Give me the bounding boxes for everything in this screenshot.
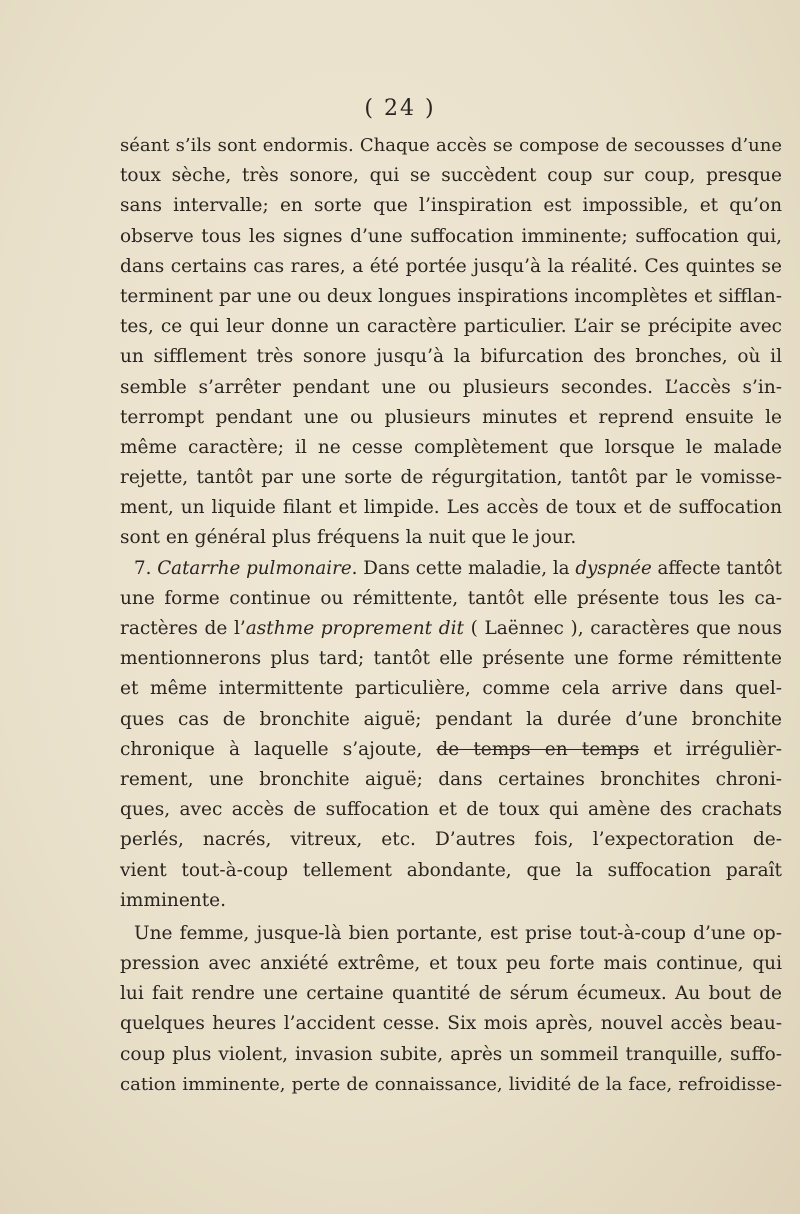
text-line: même caractère; il ne cesse complètement que lorsque le malade xyxy=(120,436,782,458)
text-line xyxy=(120,554,782,584)
text-line: terrompt pendant une ou plusieurs minutes et reprend ensuite le xyxy=(120,406,782,428)
text-run: chronique à laquelle s’ajoute, xyxy=(120,738,437,760)
text-line: tes, ce qui leur donne un caractère particulier. L’air se précipite avec xyxy=(120,316,782,338)
struck-text: de temps en temps xyxy=(436,738,640,760)
text-line: et même intermittente particulière, comme cela arrive dans quel- xyxy=(120,678,782,700)
text-line: imminente. xyxy=(120,889,226,911)
text-line: terminent par une ou deux longues inspirations incomplètes et sifflan- xyxy=(120,285,782,307)
body-text xyxy=(120,131,782,1100)
text-line xyxy=(120,735,782,765)
text-line: sont en général plus fréquens la nuit que le jour. xyxy=(120,527,577,549)
text-line: coup plus violent, invasion subite, après un sommeil tranquille, suffo- xyxy=(120,1043,782,1065)
text-line: perlés, nacrés, vitreux, etc. D’autres fois, l’expectoration de- xyxy=(120,829,782,851)
text-line: semble s’arrêter pendant une ou plusieurs secondes. L’accès s’in- xyxy=(120,376,782,398)
text-run: ractères de l’ xyxy=(120,618,246,639)
text-line: rement, une bronchite aiguë; dans certaines bronchites chroni- xyxy=(120,768,782,790)
section-number: 7. xyxy=(134,557,158,579)
page-number: ( 24 ) xyxy=(364,96,436,121)
text-line: vient tout-à-coup tellement abondante, que la suffocation paraît xyxy=(120,859,782,881)
text-line: ques, avec accès de suffocation et de toux qui amène des crachats xyxy=(120,799,782,821)
text-line xyxy=(120,614,782,644)
emphasis: dyspnée xyxy=(575,557,652,579)
text-line: ques cas de bronchite aiguë; pendant la durée d’une bronchite xyxy=(120,708,782,730)
emphasis: asthme proprement dit xyxy=(245,618,464,639)
text-line: toux sèche, très sonore, qui se succèdent coup sur coup, presque xyxy=(120,165,782,187)
text-line: pression avec anxiété extrême, et toux peu forte mais continue, qui xyxy=(120,953,782,975)
text-line: dans certains cas rares, a été portée jusqu’à la réalité. Ces quintes se xyxy=(120,255,782,277)
text-run: . Dans cette maladie, la xyxy=(351,557,576,579)
section-heading: Catarrhe pulmonaire xyxy=(157,557,352,579)
text-line: séant s’ils sont endormis. Chaque accès se compose de secousses d’une xyxy=(120,135,782,156)
text-run: ( Laënnec ), caractères que nous xyxy=(463,618,782,639)
text-line: observe tous les signes d’une suffocation imminente; suffocation qui, xyxy=(120,225,782,247)
text-line: cation imminente, perte de connaissance, lividité de la face, refroidisse- xyxy=(120,1073,782,1095)
text-line: ment, un liquide filant et limpide. Les accès de toux et de suffocation xyxy=(120,497,782,519)
text-run: et irrégulièr- xyxy=(639,738,782,760)
text-line: quelques heures l’accident cesse. Six mois après, nouvel accès beau- xyxy=(120,1013,782,1035)
text-line: lui fait rendre une certaine quantité de sérum écumeux. Au bout de xyxy=(120,983,782,1005)
text-line: Une femme, jusque-là bien portante, est prise tout-à-coup d’une op- xyxy=(134,922,782,944)
text-run: affecte tantôt xyxy=(651,557,782,579)
text-line: un sifflement très sonore jusqu’à la bifurcation des bronches, où il xyxy=(120,346,782,368)
text-line: sans intervalle; en sorte que l’inspiration est impossible, et qu’on xyxy=(120,195,782,217)
text-line: rejette, tantôt par une sorte de régurgitation, tantôt par le vomisse- xyxy=(120,467,782,489)
text-line: une forme continue ou rémittente, tantôt elle présente tous les ca- xyxy=(120,587,782,609)
text-line: mentionnerons plus tard; tantôt elle présente une forme rémittente xyxy=(120,648,782,670)
